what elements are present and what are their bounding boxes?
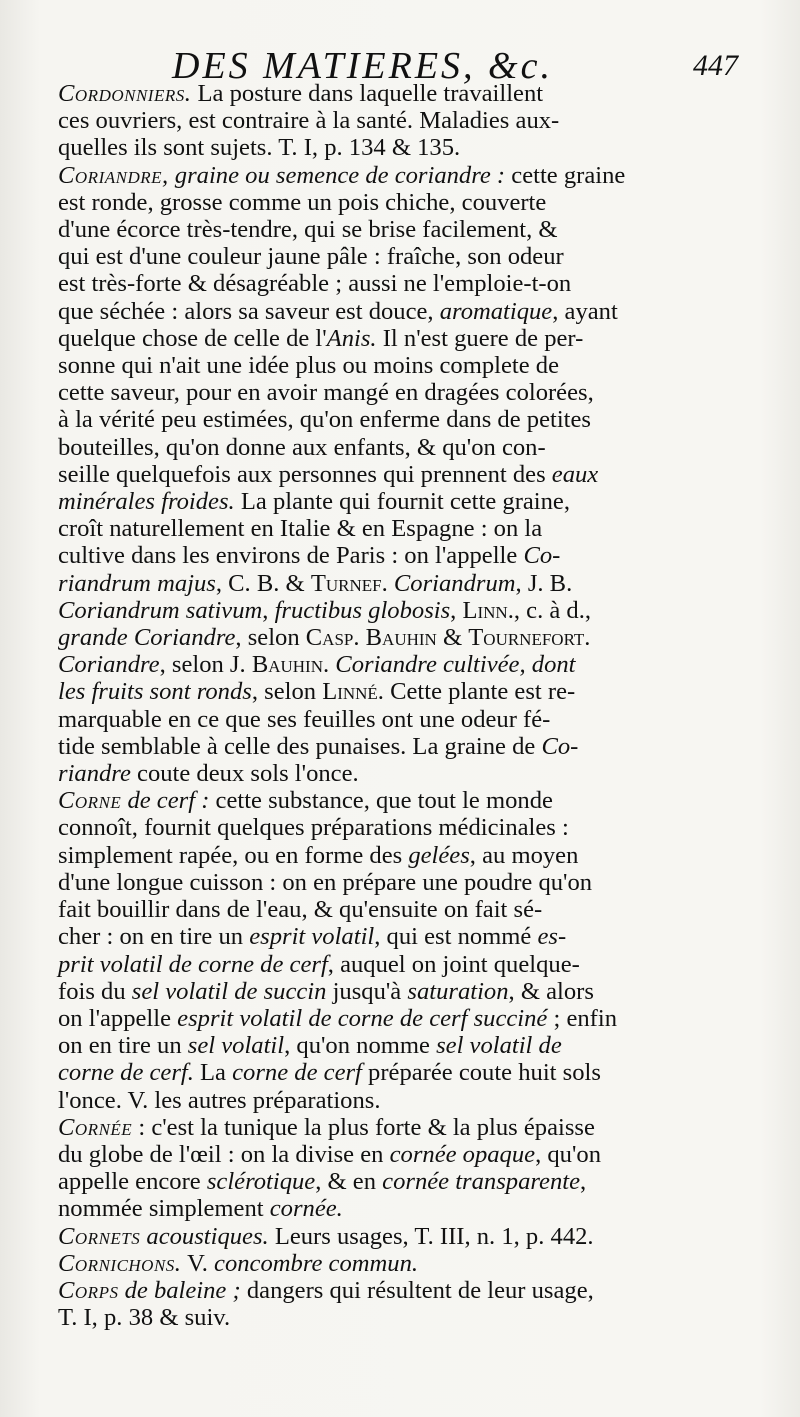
text-segment: La posture dans laquelle travaillent [191, 80, 544, 107]
text-segment: , selon [251, 678, 323, 706]
text-segment: croît naturellement en Italie & en Espagne : on la [58, 515, 543, 543]
text-segment: & [436, 624, 469, 652]
text-line [58, 841, 760, 869]
text-segment: , C. B. & [215, 569, 311, 597]
text-segment: Il n'est guere de per- [376, 324, 584, 352]
text-line [58, 134, 760, 162]
text-segment: gelées [408, 841, 470, 869]
text-segment: V. [181, 1249, 215, 1277]
text-line [58, 678, 760, 706]
text-segment: cornée. [269, 1195, 343, 1223]
text-line [58, 433, 760, 461]
text-segment: ces ouvriers, est contraire à la santé. Maladies aux- [58, 107, 560, 135]
text-segment: quelque chose de celle de l' [58, 324, 327, 352]
text-segment: Coriandre cultivée, dont [335, 651, 576, 679]
text-line [58, 243, 760, 271]
text-line [58, 460, 760, 488]
text-line [58, 107, 760, 135]
text-segment: quelles ils sont sujets. T. I, p. 134 & 135. [58, 134, 461, 162]
text-segment: cher : on en tire un [58, 923, 250, 951]
text-segment: , qu'on [535, 1140, 601, 1168]
index-entry [58, 787, 760, 1113]
text-line [58, 297, 760, 325]
text-segment: , qui est nommé [374, 923, 538, 951]
text-line [58, 161, 760, 189]
text-segment: Turnef. [310, 569, 388, 597]
text-segment: cornée opaque [389, 1140, 536, 1168]
text-segment: nommée simplement [58, 1195, 270, 1223]
text-line [58, 1113, 760, 1141]
text-line [58, 1249, 760, 1277]
text-segment: Coriandrum sativum [58, 596, 263, 624]
text-line [58, 352, 760, 380]
text-segment: sel volatil [187, 1032, 285, 1060]
text-segment: les fruits sont ronds [58, 678, 252, 706]
text-segment: , selon J. [159, 651, 252, 679]
text-line [58, 787, 760, 815]
text-line [58, 216, 760, 244]
index-entry [58, 80, 760, 162]
text-segment: cette saveur, pour en avoir mangé en dragées colorées, [58, 379, 594, 407]
text-segment: fait bouillir dans de l'eau, & qu'ensuite on fait sé- [58, 896, 543, 924]
text-line [58, 868, 760, 896]
text-line [58, 1168, 760, 1196]
text-segment: , c. à d., [513, 596, 592, 624]
text-line [58, 950, 760, 978]
text-segment: Coriandre [58, 651, 160, 679]
text-line [58, 1304, 760, 1332]
text-segment: Anis. [326, 324, 377, 352]
entry-headword: Corps [58, 1276, 119, 1304]
entry-headword: Coriandre, [58, 161, 169, 189]
text-segment: Leurs usages, T. III, n. 1, p. 442. [268, 1222, 594, 1250]
text-segment: riandrum majus [58, 569, 216, 597]
text-segment: cette graine [505, 161, 626, 189]
text-line [58, 406, 760, 434]
entry-headword: Cornichons. [58, 1249, 182, 1277]
text-line [58, 732, 760, 760]
text-segment: , au moyen [469, 841, 579, 869]
text-segment: d'une longue cuisson : on en prépare une poudre qu'on [58, 868, 593, 896]
text-segment: concombre commun. [214, 1249, 419, 1277]
text-segment: sel volatil de succin [131, 977, 327, 1005]
text-line [58, 324, 760, 352]
text-segment: acoustiques. [140, 1222, 269, 1250]
text-segment: , J. B. [515, 569, 573, 597]
text-segment: Co- [541, 732, 579, 760]
text-segment: est très-forte & désagréable ; aussi ne l'emploie-t-on [58, 270, 572, 298]
text-line [58, 1059, 760, 1087]
text-line [58, 270, 760, 298]
page-number: 447 [693, 49, 738, 82]
text-segment: on en tire un [58, 1032, 188, 1060]
text-line [58, 896, 760, 924]
text-line [58, 977, 760, 1005]
text-segment: tide semblable à celle des punaises. La graine de [58, 732, 542, 760]
text-segment: marquable en ce que ses feuilles ont une odeur fé- [58, 705, 551, 733]
text-segment: préparée coute huit sols [361, 1059, 601, 1087]
text-line [58, 1032, 760, 1060]
text-line [58, 760, 760, 788]
text-segment: Cette plante est re- [383, 678, 576, 706]
text-segment: Bauhin. [251, 651, 330, 679]
text-segment: simplement rapée, ou en forme des [58, 841, 409, 869]
text-segment: seille quelquefois aux personnes qui prennent des [58, 460, 552, 488]
text-segment: , ayant [552, 297, 618, 325]
text-segment: jusqu'à [326, 977, 408, 1005]
text-segment: fois du [58, 977, 132, 1005]
text-line [58, 1140, 760, 1168]
running-head: DES MATIERES, &c. [172, 45, 553, 87]
text-segment: que séchée : alors sa saveur est douce, [58, 297, 440, 325]
text-segment: Linné. [322, 678, 384, 706]
text-segment: de baleine ; [118, 1276, 241, 1304]
text-segment: de cerf : [121, 787, 210, 815]
text-segment: riandre [58, 760, 131, 788]
text-segment: l'once. V. les autres préparations. [58, 1086, 381, 1114]
text-segment: cultive dans les environs de Paris : on l'appelle [58, 542, 524, 570]
text-line [58, 651, 760, 679]
text-line [58, 1004, 760, 1032]
entry-headword: Cornets [58, 1222, 141, 1250]
text-line [58, 705, 760, 733]
text-line [58, 488, 760, 516]
index-entry [58, 1114, 760, 1223]
text-segment: eaux [551, 460, 599, 488]
index-entry [58, 1223, 760, 1250]
text-segment: : c'est la tunique la plus forte & la plus épaisse [132, 1113, 595, 1141]
text-segment: , [580, 1168, 587, 1196]
text-segment: sonne qui n'ait une idée plus ou moins complete de [58, 352, 559, 380]
index-body [58, 80, 760, 1331]
entry-headword: Cornée [58, 1113, 133, 1141]
text-segment: sclérotique [206, 1168, 316, 1196]
text-segment: , [262, 596, 275, 624]
text-segment: , selon [235, 624, 306, 652]
entry-headword: Cordonniers. [58, 80, 192, 107]
text-line [58, 596, 760, 624]
text-segment: , & en [315, 1168, 383, 1196]
text-segment: Coriandrum [393, 569, 516, 597]
text-segment: esprit volatil de corne de cerf succiné [177, 1004, 548, 1032]
text-segment: minérales froides. [58, 488, 235, 516]
text-segment: corne de cerf [232, 1059, 362, 1087]
text-segment: corne de cerf. [58, 1059, 194, 1087]
text-line [58, 379, 760, 407]
text-line [58, 1086, 760, 1114]
text-segment: , [450, 596, 463, 624]
text-segment: saturation [407, 977, 509, 1005]
text-segment: on l'appelle [58, 1004, 178, 1032]
text-segment: , auquel on joint quelque- [327, 950, 580, 978]
text-segment: à la vérité peu estimées, qu'on enferme dans de petites [58, 406, 591, 434]
text-line [58, 188, 760, 216]
text-segment: coute deux sols l'once. [130, 760, 359, 788]
text-segment: fructibus globosis [274, 596, 451, 624]
text-segment: ; enfin [547, 1004, 617, 1032]
text-segment: T. I, p. 38 & suiv. [58, 1304, 231, 1332]
text-segment: esprit volatil [249, 923, 375, 951]
index-entry [58, 1250, 760, 1277]
text-segment: La [193, 1059, 233, 1087]
text-segment: appelle encore [58, 1168, 207, 1196]
text-line [58, 814, 760, 842]
text-segment: bouteilles, qu'on donne aux enfants, & qu'on con- [58, 433, 546, 461]
text-segment: Linn. [462, 596, 514, 624]
text-segment: grande Coriandre [58, 624, 236, 652]
text-segment: , qu'on nomme [284, 1032, 437, 1060]
text-segment: Co- [523, 542, 561, 570]
text-segment: connoît, fournit quelques préparations médicinales : [58, 814, 569, 842]
index-entry [58, 162, 760, 788]
text-line [58, 569, 760, 597]
text-segment: du globe de l'œil : on la divise en [58, 1140, 390, 1168]
text-line [58, 1195, 760, 1223]
text-segment: cette substance, que tout le monde [209, 787, 553, 815]
text-segment: aromatique [439, 297, 553, 325]
text-segment: qui est d'une couleur jaune pâle : fraîche, son odeur [58, 243, 564, 271]
text-segment: prit volatil de corne de cerf [58, 950, 328, 978]
text-line [58, 923, 760, 951]
index-entry [58, 1277, 760, 1331]
text-segment: graine ou semence de coriandre : [168, 161, 506, 189]
text-segment: Casp. Bauhin [305, 624, 437, 652]
text-line [58, 1222, 760, 1250]
text-segment: La plante qui fournit cette graine, [234, 488, 570, 516]
text-line [58, 542, 760, 570]
text-segment: Tournefort. [468, 624, 591, 652]
text-line [58, 515, 760, 543]
text-segment: dangers qui résultent de leur usage, [240, 1276, 594, 1304]
entry-headword: Corne [58, 787, 122, 815]
text-segment: d'une écorce très-tendre, qui se brise facilement, & [58, 216, 558, 244]
text-segment: es- [537, 923, 567, 951]
text-segment: cornée transparente [382, 1168, 580, 1196]
text-segment: est ronde, grosse comme un pois chiche, couverte [58, 188, 547, 216]
text-line [58, 80, 760, 107]
text-segment: sel volatil de [436, 1032, 562, 1060]
text-segment: , & alors [508, 977, 594, 1005]
text-line [58, 1276, 760, 1304]
text-line [58, 624, 760, 652]
